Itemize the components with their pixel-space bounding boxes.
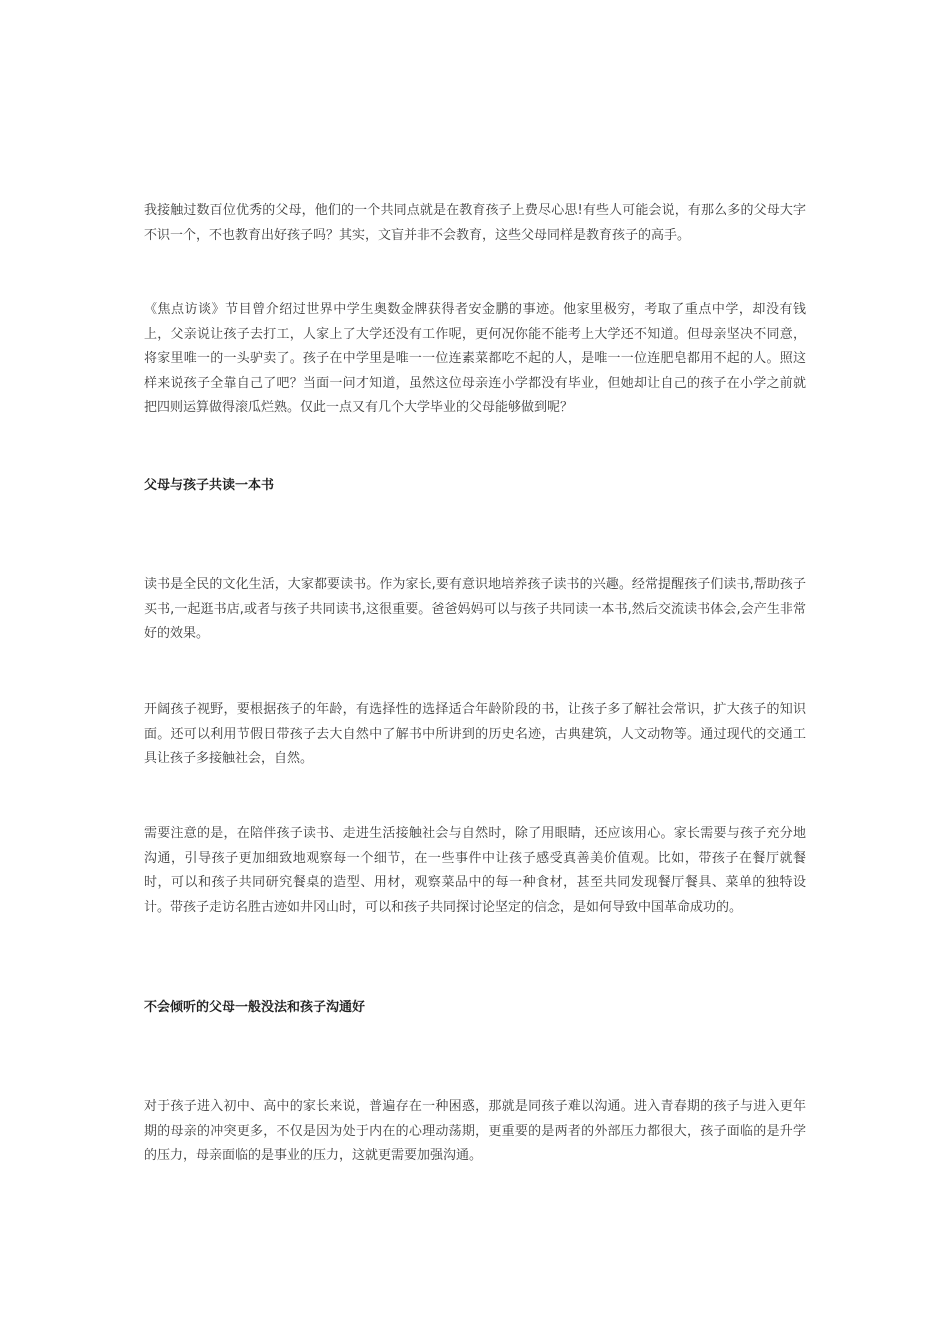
paragraph-attention: 需要注意的是，在陪伴孩子读书、走进生活接触社会与自然时，除了用眼睛，还应该用心。家长需要与孩子充分地沟通，引导孩子更加细致地观察每一个细节，在一些事件中让孩子感受真善美价值观。比如，带孩子在餐厅就餐时，可以和孩子共同研究餐桌的造型、用材，观察菜品中的每一种食材，甚至共同发现餐厅餐具、菜单的独特设计。带孩子走访名胜古迹如井冈山时，可以和孩子共同探讨论坚定的信念，是如何导致中国革命成功的。 [144,826,806,915]
paragraph-focus-interview: 《焦点访谈》节目曾介绍过世界中学生奥数金牌获得者安金鹏的事迹。他家里极穷，考取了重点中学，却没有钱上，父亲说让孩子去打工，人家上了大学还没有工作呢，更何况你能不能考上大学还不知道。但母亲坚决不同意，将家里唯一的一头驴卖了。孩子在中学里是唯一一位连素菜都吃不起的人，是唯一一位连肥皂都用不起的人。照这样来说孩子全靠自己了吧？当面一问才知道，虽然这位母亲连小学都没有毕业，但她却让自己的孩子在小学之前就把四则运算做得滚瓜烂熟。仅此一点又有几个大学毕业的父母能够做到呢？ [144,302,806,416]
section-heading-listening: 不会倾听的父母一般没法和孩子沟通好 [144,1000,366,1015]
paragraph-broaden-horizons: 开阔孩子视野，要根据孩子的年龄，有选择性的选择适合年龄阶段的书，让孩子多了解社会常识，扩大孩子的知识面。还可以利用节假日带孩子去大自然中了解书中所讲到的历史名迹，古典建筑，人文动物等。通过现代的交通工具让孩子多接触社会，自然。 [144,702,806,767]
section-heading-reading: 父母与孩子共读一本书 [144,478,275,493]
paragraph-communication: 对于孩子进入初中、高中的家长来说，普遍存在一种困惑，那就是同孩子难以沟通。进入青春期的孩子与进入更年期的母亲的冲突更多，不仅是因为处于内在的心理动荡期，更重要的是两者的外部压力都很大，孩子面临的是升学的压力，母亲面临的是事业的压力，这就更需要加强沟通。 [144,1099,806,1164]
paragraph-reading-life: 读书是全民的文化生活，大家都要读书。作为家长,要有意识地培养孩子读书的兴趣。经常提醒孩子们读书,帮助孩子买书,一起逛书店,或者与孩子共同读书,这很重要。爸爸妈妈可以与孩子共同读一本书,然后交流读书体会,会产生非常好的效果。 [144,577,806,642]
paragraph-intro: 我接触过数百位优秀的父母，他们的一个共同点就是在教育孩子上费尽心思!有些人可能会说，有那么多的父母大字不识一个，不也教育出好孩子吗？其实，文盲并非不会教育，这些父母同样是教育孩子的高手。 [144,203,806,243]
